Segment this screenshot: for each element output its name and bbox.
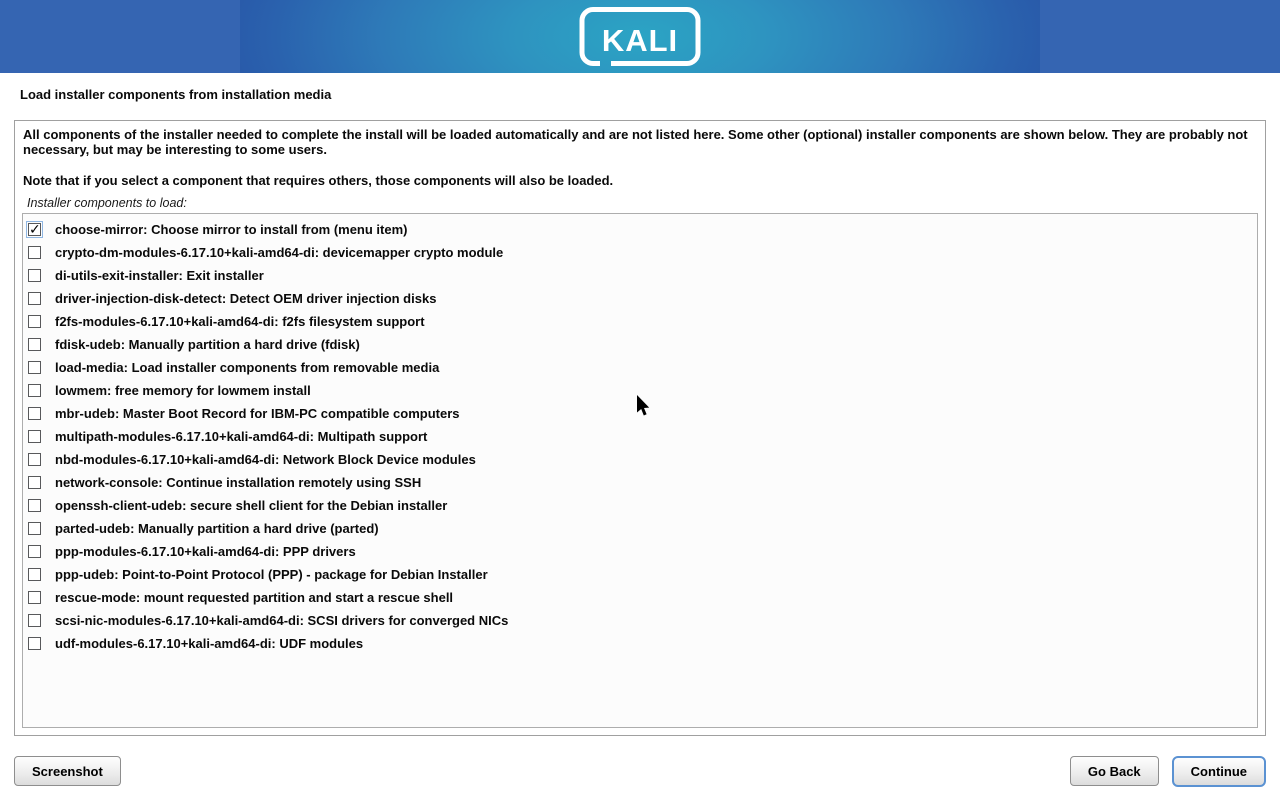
checkbox[interactable] [28,269,41,282]
component-label: crypto-dm-modules-6.17.10+kali-amd64-di: devicemapper crypto module [55,245,504,260]
checkbox[interactable] [28,361,41,374]
checkbox[interactable] [28,292,41,305]
checkbox[interactable] [28,591,41,604]
checkbox[interactable] [28,499,41,512]
component-label: scsi-nic-modules-6.17.10+kali-amd64-di: SCSI drivers for converged NICs [55,613,509,628]
checkbox[interactable] [28,453,41,466]
content-text [15,121,1265,210]
list-item[interactable] [23,563,1257,586]
note-paragraph: Note that if you select a component that requires others, those components will also be loaded. [23,173,614,188]
go-back-button[interactable]: Go Back [1070,756,1159,786]
checkbox[interactable] [28,545,41,558]
list-item[interactable] [23,287,1257,310]
component-list[interactable] [22,213,1258,728]
list-item[interactable] [23,241,1257,264]
checkbox[interactable] [28,614,41,627]
list-item[interactable] [23,448,1257,471]
list-item[interactable] [23,494,1257,517]
component-label: lowmem: free memory for lowmem install [55,383,311,398]
checkbox[interactable] [28,315,41,328]
page-title: Load installer components from installation media [20,87,332,102]
banner-gradient [240,0,1040,73]
component-label: network-console: Continue installation remotely using SSH [55,475,422,490]
checkbox[interactable] [28,246,41,259]
component-label: parted-udeb: Manually partition a hard drive (parted) [55,521,379,536]
list-item[interactable] [23,218,1257,241]
checkbox[interactable] [28,338,41,351]
kali-logo [579,7,701,66]
checkbox[interactable] [28,430,41,443]
component-label: driver-injection-disk-detect: Detect OEM driver injection disks [55,291,437,306]
checkbox[interactable] [28,568,41,581]
list-item[interactable] [23,540,1257,563]
checkbox[interactable] [28,637,41,650]
checkbox[interactable] [28,522,41,535]
checkbox[interactable] [28,384,41,397]
component-label: rescue-mode: mount requested partition and start a rescue shell [55,590,454,605]
list-label: Installer components to load: [27,196,187,210]
list-item[interactable] [23,310,1257,333]
component-label: load-media: Load installer components from removable media [55,360,440,375]
intro-paragraph: All components of the installer needed to complete the install will be loaded automatically and are not listed here. Some other (optional) installer components are shown below. They are probably not necessary, but may be interesting to some users. [23,127,1248,157]
component-label: openssh-client-udeb: secure shell client for the Debian installer [55,498,448,513]
continue-button[interactable]: Continue [1172,756,1266,787]
kali-logo-text: KALI [601,22,679,58]
component-label: di-utils-exit-installer: Exit installer [55,268,264,283]
component-label: mbr-udeb: Master Boot Record for IBM-PC compatible computers [55,406,460,421]
component-label: choose-mirror: Choose mirror to install from (menu item) [55,222,408,237]
list-item[interactable] [23,609,1257,632]
nav-buttons [1070,756,1266,787]
component-label: ppp-modules-6.17.10+kali-amd64-di: PPP drivers [55,544,356,559]
list-item[interactable] [23,379,1257,402]
component-label: ppp-udeb: Point-to-Point Protocol (PPP) - package for Debian Installer [55,567,488,582]
component-label: multipath-modules-6.17.10+kali-amd64-di: Multipath support [55,429,428,444]
screenshot-button[interactable]: Screenshot [14,756,121,786]
component-label: nbd-modules-6.17.10+kali-amd64-di: Network Block Device modules [55,452,476,467]
list-item[interactable] [23,356,1257,379]
component-label: f2fs-modules-6.17.10+kali-amd64-di: f2fs filesystem support [55,314,425,329]
list-item[interactable] [23,471,1257,494]
content-box [14,120,1266,736]
checkbox[interactable] [28,223,41,236]
list-item[interactable] [23,632,1257,655]
checkbox[interactable] [28,476,41,489]
footer-bar [14,756,1266,787]
component-label: udf-modules-6.17.10+kali-amd64-di: UDF modules [55,636,364,651]
checkbox[interactable] [28,407,41,420]
list-item[interactable] [23,402,1257,425]
list-item[interactable] [23,425,1257,448]
kali-banner [0,0,1280,73]
component-label: fdisk-udeb: Manually partition a hard drive (fdisk) [55,337,360,352]
list-item[interactable] [23,586,1257,609]
list-item[interactable] [23,517,1257,540]
list-item[interactable] [23,264,1257,287]
list-item[interactable] [23,333,1257,356]
